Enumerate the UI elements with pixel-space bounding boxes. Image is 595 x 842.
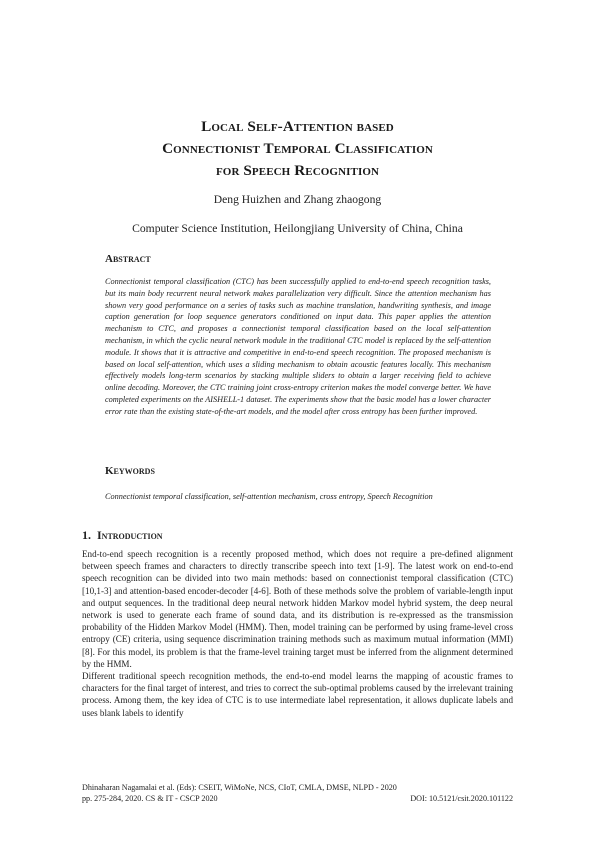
keywords-heading: Keywords: [105, 465, 155, 477]
paragraph: End-to-end speech recognition is a recently proposed method, which does not require a pre-defined alignment between speech frames and characters to directly transcribe speech into text [1-9]. The latest work on end-to-end speech recognition can be divided into two main methods: based on connectionist temporal classification (CTC) [10,1-3] and attention-based encoder-decoder [4-6]. Both of these methods solve the problem of variable-length input and output sequences. In the traditional deep neural network hidden Markov model hybrid system, the deep neural network is used to generate each frame of sound data, and its distribution is re-expressed as the transmission probability of the Hidden Markov Model (HMM). Then, model training can be performed by using frame-level cross entropy (CE) criteria, using sequence discrimination training methods such as maximum mutual information (MMI) [8]. For this model, its problem is that the frame-level training target must be inferred from the alignment determined by the HMM.: [82, 549, 513, 669]
section-heading: [82, 528, 163, 542]
title-line: Local Self-Attention based: [201, 118, 394, 135]
section-number: 1.: [82, 528, 91, 542]
paragraph: Different traditional speech recognition methods, the end-to-end model learns the mapping of acoustic frames to characters for the final target of interest, and tries to correct the sub-optimal problems caused by the irrelevant training process. Among them, the key idea of CTC is to use intermediate label representation, it allows duplicate labels and uses blank labels to identify: [82, 671, 513, 718]
footer-proceedings: Dhinaharan Nagamalai et al. (Eds): CSEIT, WiMoNe, NCS, CIoT, CMLA, DMSE, NLPD - 2020: [82, 783, 397, 792]
keywords-text: Connectionist temporal classification, self-attention mechanism, cross entropy, Speech Recognition: [105, 492, 433, 501]
title-line: Connectionist Temporal Classification: [162, 140, 433, 157]
footer-pages: pp. 275-284, 2020. CS & IT - CSCP 2020: [82, 794, 218, 803]
paper-title: [70, 116, 525, 182]
page-footer: [82, 782, 513, 804]
abstract-heading: Abstract: [105, 253, 151, 265]
abstract-text: Connectionist temporal classification (CTC) has been successfully applied to end-to-end speech recognition tasks, but its main body recurrent neural network makes parallelization very difficult. Since the attention mechanism has shown very good performance on a series of tasks such as machine translation, handwriting synthesis, and image caption generation for loop sequence generators conditioned on input data. This paper applies the attention mechanism to CTC, and proposes a connectionist temporal classification based on the local self-attention mechanism, in which the cyclic neural network module in the traditional CTC model is replaced by the self-attention module. It shows that it is attractive and competitive in end-to-end speech recognition. The proposed mechanism is based on local self-attention, which uses a sliding mechanism to obtain acoustic features locally. This mechanism effectively models long-term scenarios by stacking multiple sliders to obtain a larger receiving field to achieve online decoding. Moreover, the CTC training joint cross-entropy criterion makes the model converge better. We have completed experiments on the AISHELL-1 dataset. The experiments show that the basic model has a lower character error rate than the existing state-of-the-art models, and the model after cross entropy has been further improved.: [105, 277, 491, 416]
introduction-body: [82, 548, 513, 719]
title-line: for Speech Recognition: [215, 162, 380, 179]
authors: Deng Huizhen and Zhang zhaogong: [213, 193, 382, 206]
footer-doi: DOI: 10.5121/csit.2020.101122: [410, 794, 513, 803]
section-title: Introduction: [97, 528, 163, 542]
affiliation: Computer Science Institution, Heilongjiang University of China, China: [132, 222, 463, 235]
